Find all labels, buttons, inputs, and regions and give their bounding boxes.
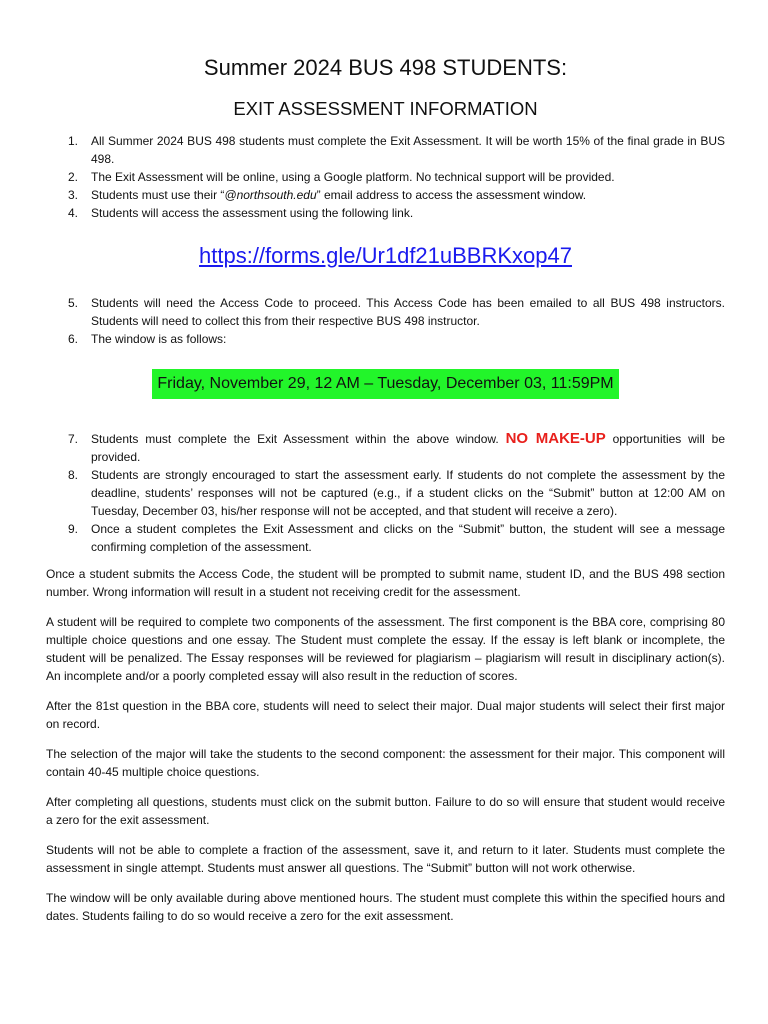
list-number: 3. [68,188,79,202]
no-makeup-emphasis: NO MAKE-UP [505,430,606,447]
list-item [46,168,725,186]
list-number: 2. [68,170,79,184]
list-item [46,132,725,168]
paragraph: The window will be only available during above mentioned hours. The student must complete this within the specified hours and dates. Students failing to do so would receive a zero for the exit assessment. [46,891,725,923]
list-item [46,186,725,204]
list-item-text: The Exit Assessment will be online, using a Google platform. No technical support will be provided. [91,170,615,184]
list-number: 4. [68,206,79,220]
document-title: Summer 2024 BUS 498 STUDENTS: [203,55,568,80]
document-subtitle: EXIT ASSESSMENT INFORMATION [233,98,538,119]
list-item-text-before: Students must use their “ [91,188,225,202]
paragraph: Once a student submits the Access Code, the student will be prompted to submit name, student ID, and the BUS 498 section number. Wrong information will result in a student not receiving credit for the assessment. [46,567,725,599]
paragraph: Students will not be able to complete a fraction of the assessment, save it, and return to it later. Students must complete the assessment in single attempt. Students must answer all questions. The “Submit” button will not work otherwise. [46,843,725,875]
list-item [46,430,725,466]
list-item-text: Students will access the assessment using the following link. [91,206,414,220]
instructions-list-1 [46,132,725,222]
paragraph: A student will be required to complete two components of the assessment. The first component is the BBA core, comprising 80 multiple choice questions and one essay. The Student must complete the essay. If the essay is left blank or incomplete, the student will be penalized. The Essay responses will be reviewed for plagiarism – plagiarism will result in disciplinary action(s). An incomplete and/or a poorly completed essay will also result in the reduction of scores. [46,615,725,683]
assessment-link[interactable]: https://forms.gle/Ur1df21uBBRKxop47 [199,243,572,268]
list-item-text-after: opportunities will be provided. [91,432,725,464]
list-item-text: Students will need the Access Code to proceed. This Access Code has been emailed to all BUS 498 instructors. Students will need to collect this from their respective BUS 498 instructor. [91,296,725,328]
list-number: 9. [68,522,79,536]
list-item-text-after: ” email address to access the assessment window. [316,188,587,202]
paragraph: After completing all questions, students must click on the submit button. Failure to do so will ensure that student would receive a zero for the exit assessment. [46,795,725,827]
assessment-window-highlight: Friday, November 29, 12 AM – Tuesday, December 03, 11:59PM [152,369,618,399]
list-item [46,466,725,520]
list-number: 1. [68,134,79,148]
list-number: 7. [68,432,79,446]
list-number: 5. [68,296,79,310]
list-item-text-before: Students must complete the Exit Assessment within the above window. [91,432,506,446]
instructions-list-2 [46,294,725,348]
list-number: 8. [68,468,79,482]
assessment-window-row [46,369,725,399]
email-domain: @northsouth.edu [224,188,317,202]
list-item-text: All Summer 2024 BUS 498 students must complete the Exit Assessment. It will be worth 15% of the final grade in BUS 498. [91,134,725,166]
paragraph: The selection of the major will take the students to the second component: the assessment for their major. This component will contain 40-45 multiple choice questions. [46,747,725,779]
list-item-text: The window is as follows: [91,332,227,346]
list-item-text: Students are strongly encouraged to start the assessment early. If students do not complete the assessment by the deadline, students’ responses will not be captured (e.g., if a student clicks on the “Submit” button at 12:00 AM on Tuesday, December 03, his/her response will not be accepted, and that student will receive a zero). [91,468,725,518]
list-number: 6. [68,332,79,346]
list-item [46,330,725,348]
instructions-list-3 [46,430,725,556]
paragraph: After the 81st question in the BBA core, students will need to select their major. Dual major students will select their first major on record. [46,699,725,731]
assessment-link-row [46,241,725,274]
list-item [46,204,725,222]
list-item-text: Once a student completes the Exit Assessment and clicks on the “Submit” button, the student will see a message confirming completion of the assessment. [91,522,725,554]
list-item [46,294,725,330]
list-item [46,520,725,556]
